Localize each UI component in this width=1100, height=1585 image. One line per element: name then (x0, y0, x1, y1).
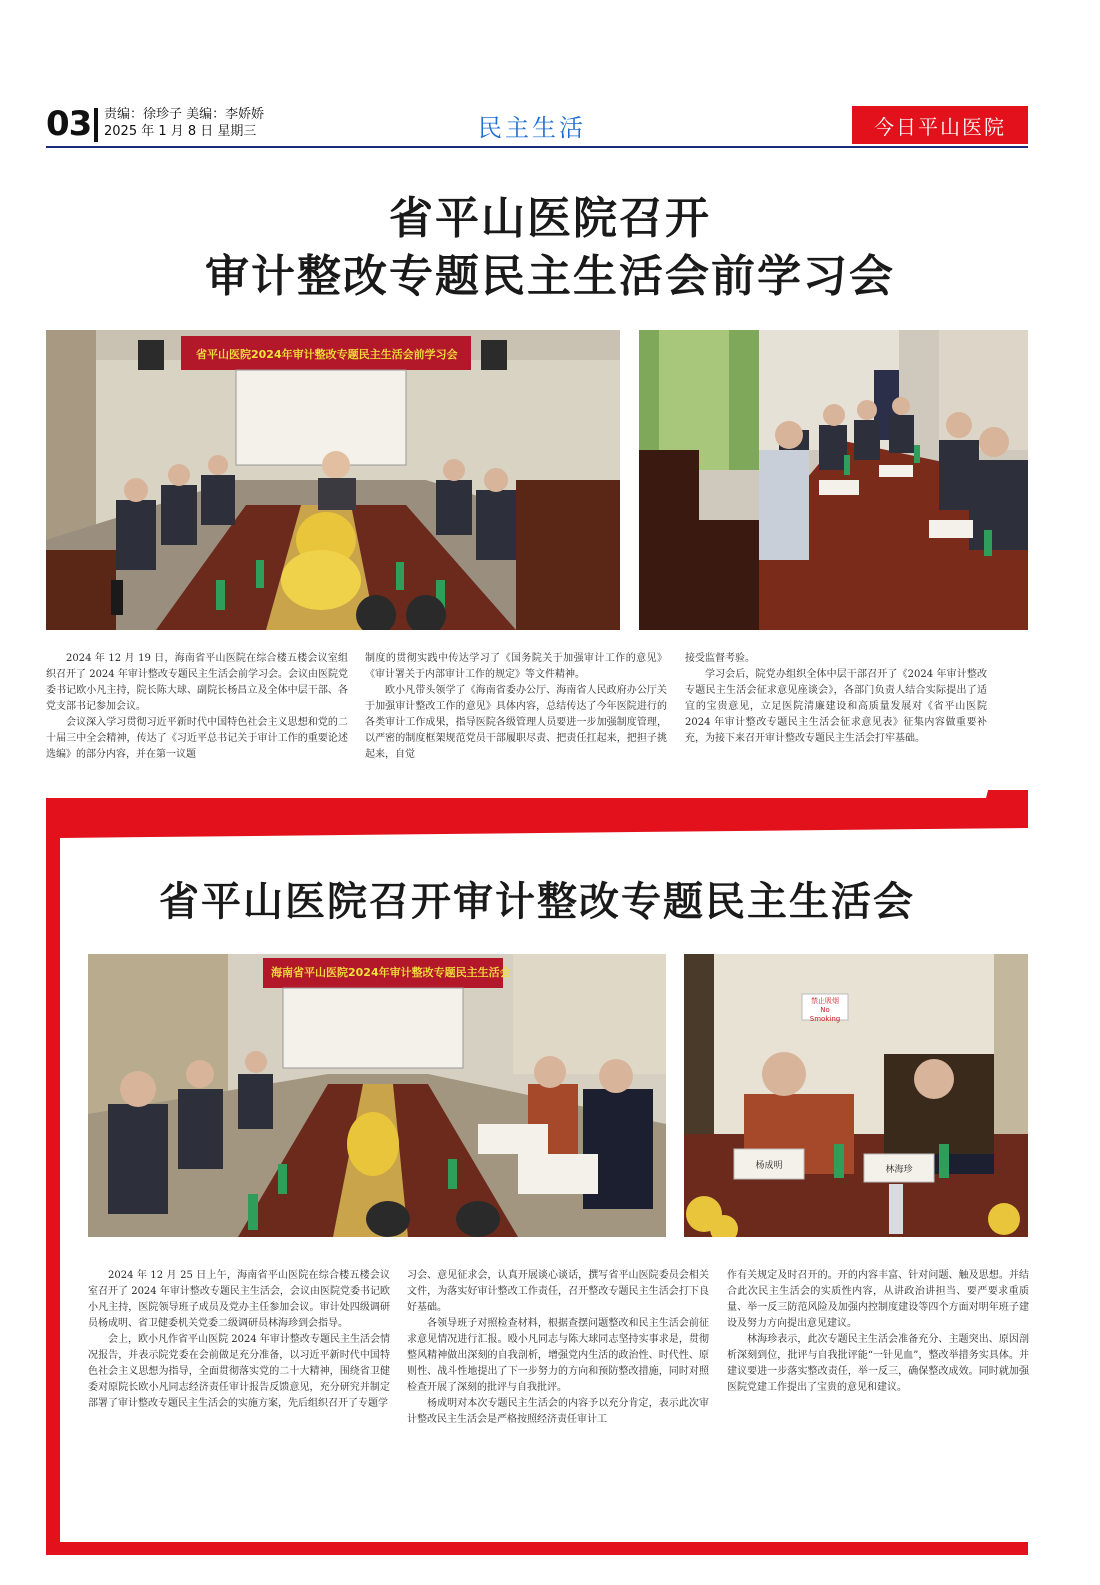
section-title: 民主生活 (478, 114, 586, 142)
article1-photo-meeting-room (46, 330, 620, 630)
article2-photo-meeting (88, 954, 666, 1237)
article1-photo-participants (639, 330, 1028, 630)
article2-column-1 (88, 1268, 390, 1412)
article2-col2-paragraph1: 习会、意见征求会，认真开展谈心谈话，撰写省平山医院委员会相关文件，为落实好审计整改工作责任，召开整改专题民主生活会打下良好基础。 (407, 1270, 709, 1313)
article2-column-2 (407, 1268, 709, 1428)
article2-photo1-banner-text: 海南省平山医院2024年审计整改专题民主生活会 (271, 966, 511, 979)
article1-headline (0, 190, 1100, 306)
article2-headline: 省平山医院召开审计整改专题民主生活会 (159, 879, 915, 925)
article2-column-3 (727, 1268, 1029, 1396)
article1-col2-paragraph2: 欧小凡带头领学了《海南省委办公厅、海南省人民政府办公厅关于加强审计整改工作的意见》具体内容，总结传达了今年医院进行的各类审计工作成果，指导医院各级管理人员要进一步加强制度管理，以严密的制度框架规范党员干部履职尽责、把责任扛起来，把担子挑起来，自觉 (365, 685, 667, 760)
masthead-divider (94, 108, 98, 142)
date-line: 2025 年 1 月 8 日 星期三 (104, 124, 257, 139)
meeting-room-photo (46, 330, 620, 630)
no-smoking-sign-text-en: No Smoking (809, 1006, 841, 1023)
editors-line: 责编：徐珍子 美编：李娇娇 (104, 107, 265, 122)
democratic-life-meeting-photo (88, 954, 666, 1237)
article1-photo1-banner-text: 省平山医院2024年审计整改专题民主生活会前学习会 (196, 348, 458, 361)
article2-col2-paragraph2: 各领导班子对照检查材料，根据查摆问题整改和民主生活会前征求意见情况进行汇报。殴小凡同志与陈大球同志坚持实事求是，贯彻整风精神做出深刻的自我剖析，增强党内生活的政治性、时代性、原则性、战斗性地提出了下一步努力的方向和预防整改措施，同时对照检查开展了深刻的批评与自我批评。 (407, 1318, 709, 1393)
article2-col1-paragraph2: 会上，欧小凡作省平山医院 2024 年审计整改专题民主生活会情况报告，并表示院党委在会前做足充分准备，以习近平新时代中国特色社会主义思想为指导，全面贯彻落实党的二十大精神，围绕省卫健委对原院长欧小凡同志经济责任审计报告反馈意见，充分研究并制定部署了审计整改专题民主生活会的实施方案，先后组织召开了专题学 (88, 1334, 390, 1409)
masthead-rule (46, 146, 1028, 148)
article2-col2-paragraph3: 杨成明对本次专题民主生活会的内容予以充分肯定，表示此次审计整改民主生活会是严格按照经济责任审计工 (407, 1398, 709, 1425)
article2-col1-paragraph1: 2024 年 12 月 25 日上午，海南省平山医院在综合楼五楼会议室召开了 2024 年审计整改专题民主生活会，会议由医院党委书记欧小凡主持，医院领导班子成员及党办主任参加会议。审计处四级调研员杨成明、省卫健委机关党委二级调研员林海珍到会指导。 (88, 1270, 390, 1329)
article1-title-line2: 审计整改专题民主生活会前学习会 (205, 251, 895, 302)
article1-col1-paragraph1: 2024 年 12 月 19 日，海南省平山医院在综合楼五楼会议室组织召开了 2024 年审计整改专题民主生活会前学习会。会议由医院党委书记欧小凡主持，院长陈大球、副院长杨昌立及全体中层干部、各党支部书记参加会议。 (46, 653, 348, 712)
no-smoking-sign (805, 997, 845, 1024)
article1-col3-paragraph1: 接受监督考验。 (685, 653, 755, 664)
page-number: 03 (46, 104, 92, 144)
article1-col3-paragraph2: 学习会后，院党办组织全体中层干部召开了《2024 年审计整改专题民主生活会征求意见座谈会》，各部门负责人结合实际提出了适宜的宝贵意见，立足医院清廉建设和高质量发展对《省平山医院 2024 年审计整改专题民主生活会征求意见表》征集内容做重要补充，为接下来召开审计整改专题民主生活会打牢基础。 (685, 669, 987, 744)
article1-column-2 (365, 651, 667, 763)
article2-col3-paragraph2: 林海珍表示，此次专题民主生活会准备充分、主题突出、原因剖析深刻到位，批评与自我批评能“一针见血”，整改举措务实具体。并建议要进一步落实整改责任，举一反三，确保整改成效。同时就加强医院党建工作提出了宝贵的意见和建议。 (727, 1334, 1029, 1393)
article1-column-3 (685, 651, 987, 747)
participants-photo (639, 330, 1028, 630)
guests-photo (684, 954, 1028, 1237)
article1-title-line1: 省平山医院召开 (389, 193, 711, 244)
editors-info (104, 106, 264, 140)
no-smoking-sign-text: 禁止吸烟 (811, 997, 839, 1005)
article2-photo-guests (684, 954, 1028, 1237)
article1-col1-paragraph2: 会议深入学习贯彻习近平新时代中国特色社会主义思想和党的二十届三中全会精神，传达了《习近平总书记关于审计工作的重要论述选编》的部分内容，并在第一议题 (46, 717, 348, 760)
nameplate-2: 林海珍 (885, 1165, 913, 1175)
article1-column-1 (46, 651, 348, 763)
article1-col2-paragraph1: 制度的贯彻实践中传达学习了《国务院关于加强审计工作的意见》《审计署关于内部审计工作的规定》等文件精神。 (365, 653, 667, 680)
nameplate-1: 杨成明 (755, 1161, 783, 1171)
article2-col3-paragraph1: 作有关规定及时召开的。开的内容丰富、针对问题、触及思想。并结合此次民主生活会的实质性内容，从讲政治讲担当、要严要求重质量、举一反三防范风险及加强内控制度建设等四个方面对明年班子建设及努力方向提出意见建议。 (727, 1270, 1029, 1329)
paper-name-badge: 今日平山医院 (852, 106, 1028, 144)
